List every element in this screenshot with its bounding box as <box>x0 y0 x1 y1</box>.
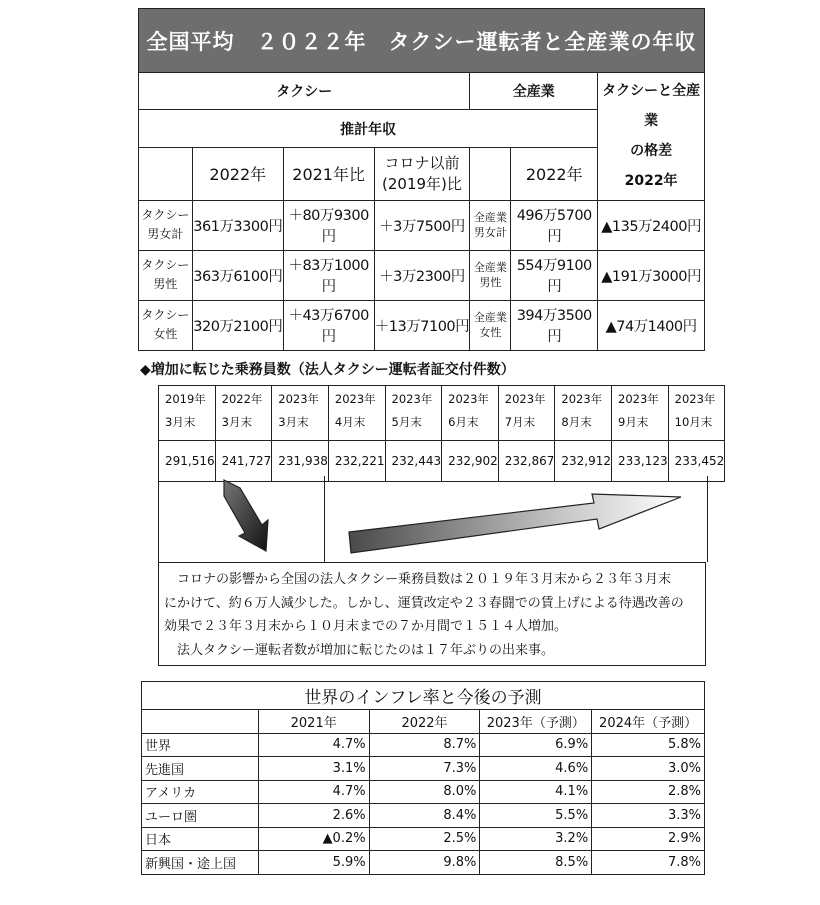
driver-count: 233,123 <box>612 441 669 482</box>
all-industry-income: 496万5700円 <box>511 200 598 250</box>
inflation-value: 5.9% <box>258 851 369 875</box>
row-label-line1: タクシー <box>141 208 190 223</box>
month-header <box>498 386 555 441</box>
month-header <box>668 386 725 441</box>
all-industry-label <box>470 300 511 350</box>
inflation-value: 2.9% <box>592 827 705 851</box>
month-row <box>159 386 725 441</box>
all-industry-label <box>470 250 511 300</box>
paragraph-line: 効果で２３年３月末から１０月末までの７か月間で１５１４人増加。 <box>164 619 568 634</box>
table-row <box>142 804 705 828</box>
table-row <box>142 827 705 851</box>
change-vs-precovid: ＋13万7100円 <box>374 300 470 350</box>
income-gap: ▲74万1400円 <box>598 300 705 350</box>
change-vs-precovid: ＋3万7500円 <box>374 200 470 250</box>
all-label-line1: 全産業 <box>473 311 507 325</box>
all-industry-label <box>470 200 511 250</box>
table-row <box>142 851 705 875</box>
month-end: 4月末 <box>334 415 366 429</box>
taxi-header: タクシー <box>139 73 470 110</box>
inflation-value: 8.4% <box>369 804 480 828</box>
all-label-line1: 全産業 <box>473 211 507 225</box>
driver-count: 232,221 <box>328 441 385 482</box>
blank-header-cell <box>142 710 259 734</box>
inflation-value: 8.7% <box>369 733 480 757</box>
col-header-precovid-line2: (2019年)比 <box>382 174 462 193</box>
inflation-value: 5.5% <box>480 804 592 828</box>
month-end: 6月末 <box>448 415 479 429</box>
row-label-line2: 女性 <box>153 327 178 342</box>
inflation-value: 3.2% <box>480 827 592 851</box>
month-year: 2023年 <box>504 392 546 406</box>
col-header: 2023年（予測） <box>480 710 592 734</box>
gap-header-line2: の格差 <box>630 143 673 160</box>
row-label-line2: 男女計 <box>147 227 184 242</box>
inflation-value: ▲0.2% <box>258 827 369 851</box>
income-2022: 320万2100円 <box>192 300 283 350</box>
month-year: 2023年 <box>278 392 320 406</box>
col-header: 2022年 <box>369 710 480 734</box>
region-label: 日本 <box>142 827 259 851</box>
inflation-value: 4.7% <box>258 780 369 804</box>
month-year: 2023年 <box>674 392 716 406</box>
inflation-table <box>141 681 705 875</box>
inflation-value: 3.1% <box>258 757 369 781</box>
month-header <box>612 386 669 441</box>
driver-count: 233,452 <box>668 441 725 482</box>
month-header <box>272 386 329 441</box>
region-label: アメリカ <box>142 780 259 804</box>
gap-header-line1: タクシーと全産業 <box>602 83 701 130</box>
gap-header-line3: 2022年 <box>624 173 678 190</box>
col-header-all-2022: 2022年 <box>511 148 598 200</box>
table-row <box>142 733 705 757</box>
gap-header <box>598 73 705 200</box>
month-year: 2023年 <box>448 392 489 406</box>
inflation-value: 4.1% <box>480 780 592 804</box>
month-end: 9月末 <box>618 415 649 429</box>
trend-arrows <box>158 476 708 562</box>
driver-trend-description <box>158 562 706 666</box>
inflation-value: 8.5% <box>480 851 592 875</box>
inflation-table-title: 世界のインフレ率と今後の予測 <box>142 682 705 710</box>
change-vs-2021: ＋83万1000円 <box>283 250 374 300</box>
month-end: 3月末 <box>221 415 252 429</box>
table-row <box>139 300 705 350</box>
row-label <box>139 250 193 300</box>
inflation-value: 2.6% <box>258 804 369 828</box>
blank-header-cell <box>139 148 193 200</box>
month-end: 7月末 <box>504 415 536 429</box>
driver-count: 232,902 <box>442 441 499 482</box>
inflation-value: 5.8% <box>592 733 705 757</box>
paragraph-line: にかけて、約６万人減少した。しかし、運賃改定や２３春闘での賃上げによる待遇改善の <box>164 595 684 611</box>
month-end: 3月末 <box>165 415 196 429</box>
inflation-value: 6.9% <box>480 733 592 757</box>
driver-count: 231,938 <box>272 441 329 482</box>
table-row <box>139 200 705 250</box>
all-industry-income: 554万9100円 <box>511 250 598 300</box>
month-header <box>215 386 272 441</box>
month-year: 2023年 <box>618 392 659 406</box>
change-vs-2021: ＋80万9300円 <box>283 200 374 250</box>
inflation-value: 7.8% <box>592 851 705 875</box>
inflation-value: 7.3% <box>369 757 480 781</box>
row-label-line1: タクシー <box>141 308 190 323</box>
driver-count: 232,912 <box>555 441 612 482</box>
inflation-value: 3.3% <box>592 804 705 828</box>
region-label: 先進国 <box>142 757 259 781</box>
month-end: 5月末 <box>391 415 422 429</box>
driver-count-table <box>158 385 725 482</box>
all-label-line2: 女性 <box>479 326 502 340</box>
income-comparison-table <box>138 8 705 351</box>
estimated-income-label: 推計年収 <box>139 110 598 148</box>
change-vs-precovid: ＋3万2300円 <box>374 250 470 300</box>
month-end: 8月末 <box>561 415 592 429</box>
arrow-up-right-icon <box>349 494 681 553</box>
col-header: 2021年 <box>258 710 369 734</box>
arrow-down-icon <box>224 480 268 551</box>
table-row <box>139 250 705 300</box>
col-header-2022: 2022年 <box>192 148 283 200</box>
month-year: 2019年 <box>165 392 206 406</box>
table-row <box>142 780 705 804</box>
month-header <box>555 386 612 441</box>
inflation-header-row <box>142 710 705 734</box>
region-label: 新興国・途上国 <box>142 851 259 875</box>
col-header-precovid-line1: コロナ以前 <box>384 153 460 172</box>
driver-count: 241,727 <box>215 441 272 482</box>
all-label-line2: 男性 <box>479 276 502 290</box>
inflation-value: 2.8% <box>592 780 705 804</box>
month-year: 2023年 <box>391 392 433 406</box>
month-year: 2022年 <box>221 392 263 406</box>
inflation-value: 9.8% <box>369 851 480 875</box>
all-label-line1: 全産業 <box>473 261 507 275</box>
blank-header-cell <box>470 148 511 200</box>
all-industry-income: 394万3500円 <box>511 300 598 350</box>
col-header-vs-precovid <box>374 148 470 200</box>
trend-arrows-svg <box>159 476 707 562</box>
inflation-value: 4.7% <box>258 733 369 757</box>
month-header <box>385 386 442 441</box>
income-table-title: 全国平均 ２０２２年 タクシー運転者と全産業の年収 <box>139 9 705 73</box>
month-end: 10月末 <box>674 415 713 429</box>
row-label-line2: 男性 <box>153 277 178 292</box>
driver-count: 232,443 <box>385 441 442 482</box>
paragraph-line: 法人タクシー運転者数が増加に転じたのは１７年ぶりの出来事。 <box>164 642 555 658</box>
inflation-value: 3.0% <box>592 757 705 781</box>
month-year: 2023年 <box>334 392 376 406</box>
driver-count: 232,867 <box>498 441 555 482</box>
driver-count: 291,516 <box>159 441 216 482</box>
row-label <box>139 300 193 350</box>
row-label-line1: タクシー <box>141 258 190 273</box>
income-2022: 363万6100円 <box>192 250 283 300</box>
inflation-value: 8.0% <box>369 780 480 804</box>
income-gap: ▲135万2400円 <box>598 200 705 250</box>
income-2022: 361万3300円 <box>192 200 283 250</box>
all-industry-header: 全産業 <box>470 73 598 110</box>
driver-count-heading: ◆増加に転じた乗務員数（法人タクシー運転者証交付件数） <box>140 362 515 378</box>
region-label: 世界 <box>142 733 259 757</box>
inflation-value: 2.5% <box>369 827 480 851</box>
all-label-line2: 男女計 <box>473 226 507 240</box>
month-end: 3月末 <box>278 415 309 429</box>
col-header-vs2021: 2021年比 <box>283 148 374 200</box>
month-header <box>159 386 216 441</box>
row-label <box>139 200 193 250</box>
income-gap: ▲191万3000円 <box>598 250 705 300</box>
inflation-value: 4.6% <box>480 757 592 781</box>
region-label: ユーロ圏 <box>142 804 259 828</box>
month-year: 2023年 <box>561 392 603 406</box>
month-header <box>328 386 385 441</box>
change-vs-2021: ＋43万6700円 <box>283 300 374 350</box>
month-header <box>442 386 499 441</box>
paragraph-line: コロナの影響から全国の法人タクシー乗務員数は２０１９年３月末から２３年３月末 <box>164 572 672 587</box>
table-row <box>142 757 705 781</box>
col-header: 2024年（予測） <box>592 710 705 734</box>
